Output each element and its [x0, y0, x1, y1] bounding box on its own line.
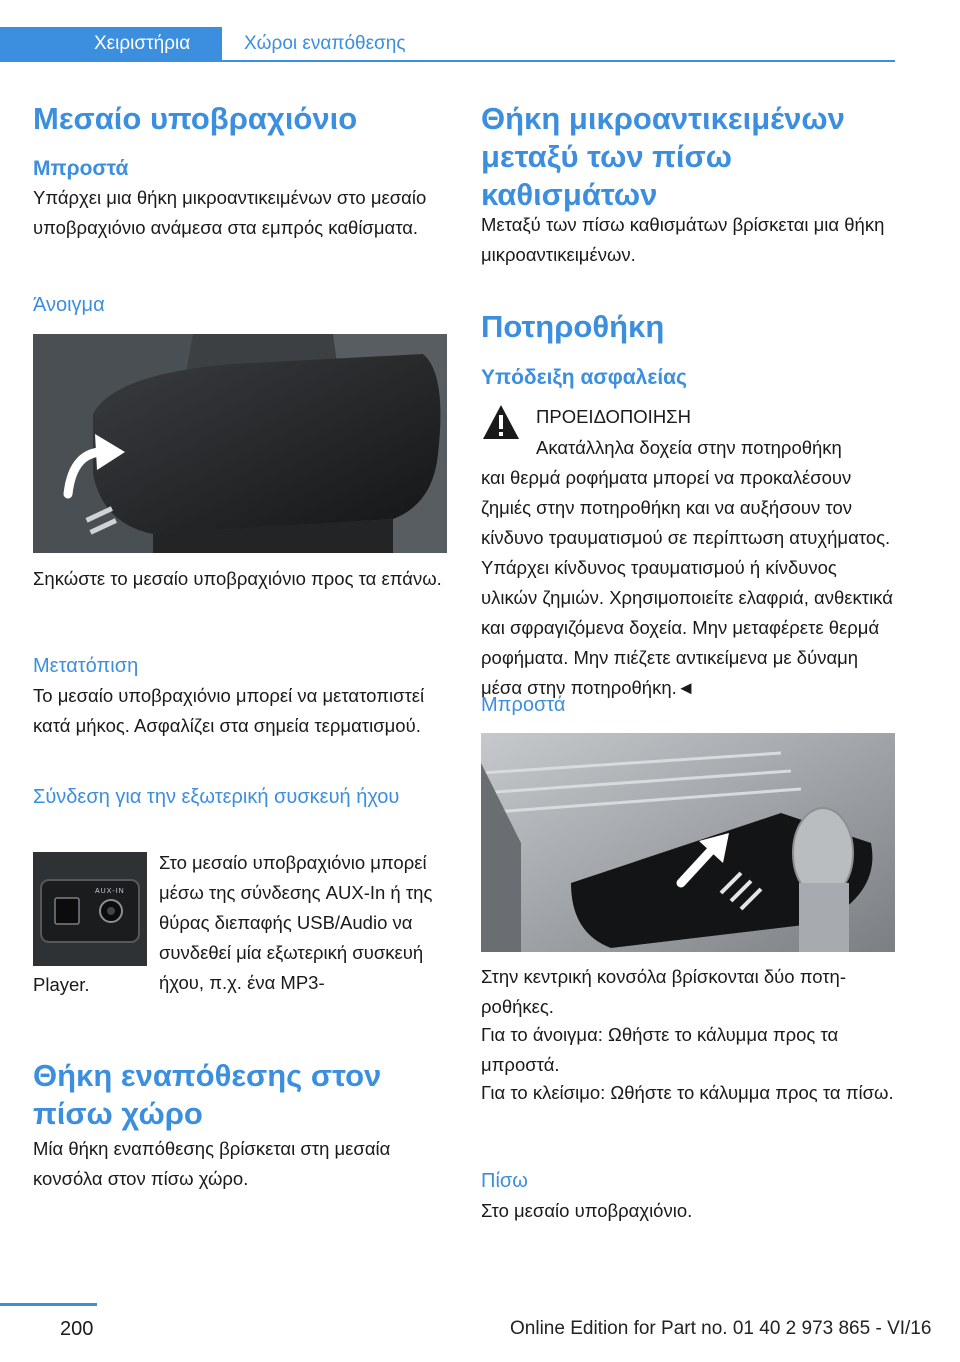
rear-seat-storage-title: Θήκη μικροαντικειμένων μεταξύ των πίσω καθισμάτων [481, 101, 845, 212]
safety-heading: Υπόδειξη ασφαλείας [481, 366, 687, 389]
armrest-illustration [33, 334, 447, 553]
front-text: Υπάρχει μια θήκη μικροαντικειμένων στο μεσαίο υποβραχιόνιο ανάμεσα στα εμπρός καθίσματα. [33, 187, 427, 238]
audio-heading: Σύνδεση για την εξωτερική συσκευή ήχου [33, 786, 400, 808]
aux-usb-photo [33, 852, 147, 966]
rear-heading: Πίσω [481, 1170, 528, 1192]
open-instruction: Για το άνοιγμα: Ωθήστε το κάλυμμα προς τα μπροστά. [481, 1024, 839, 1075]
audio-text-end: Player. [33, 974, 90, 995]
aux-label: AUX-IN [95, 888, 125, 895]
footer-divider [0, 1303, 97, 1306]
rear-storage-title: Θήκη εναπόθεσης στον πίσω χώρο [33, 1058, 382, 1131]
warning-icon [481, 403, 521, 441]
cupholder-photo [481, 733, 895, 952]
armrest-title: Μεσαίο υποβραχιόνιο [33, 101, 358, 136]
cupholder-front-heading: Μπροστά [481, 694, 566, 716]
warning-first-line: Ακατάλληλα δοχεία στην ποτηροθήκη [536, 437, 842, 458]
rear-storage-text: Μία θήκη εναπόθεσης βρίσκεται στη μεσαία κονσόλα στον πίσω χώρο. [33, 1138, 391, 1189]
move-heading: Μετατόπιση [33, 655, 139, 677]
warning-label: ΠΡΟΕΙΔΟΠΟΙΗΣΗ [536, 406, 691, 427]
front-heading: Μπροστά [33, 157, 129, 180]
move-text: Το μεσαίο υποβραχιόνιο μπορεί να μετατοπιστεί κατά μήκος. Ασφαλίζει στα σημεία τερματισμού. [33, 685, 425, 736]
cupholder-title: Ποτηροθήκη [481, 309, 665, 344]
page-header [0, 0, 895, 62]
close-instruction: Για το κλείσιμο: Ωθήστε το κάλυμμα προς τα πίσω. [481, 1082, 894, 1103]
warning-text: και θερμά ροφήματα μπορεί να προκαλέσουν ζημιές στην ποτηροθήκη και να αυξήσουν τον κίνδυνο τραυματισμού σε περίπτωση ατυχήματος. Υπάρχει κίνδυνος τραυματισμού ή κίνδυνος υλικών ζημιών. Χρησιμοποιείτε ελαφριά, ανθεκτικά και σφραγιζόμενα δοχεία. Μην μεταφέρετε θερμά ροφήματα. Μην πιέζετε αντικείμενα με δύναμη μέσα στην ποτηροθήκη.◄ [481, 467, 893, 698]
edition-note: Online Edition for Part no. 01 40 2 973 865 - VI/16 [510, 1318, 932, 1339]
header-tab-storage[interactable]: Χώροι εναπόθεσης [244, 33, 406, 54]
header-divider [0, 60, 895, 62]
rear-seat-storage-text: Μεταξύ των πίσω καθισμάτων βρίσκεται μια θήκη μικροαντικειμένων. [481, 214, 885, 265]
console-text: Στην κεντρική κονσόλα βρίσκονται δύο ποτηροθήκες. [481, 966, 847, 1017]
armrest-photo [33, 334, 447, 553]
header-tab-controls[interactable]: Χειριστήρια [0, 27, 222, 62]
aux-usb-illustration [33, 852, 147, 966]
opening-heading: Άνοιγμα [33, 294, 105, 316]
audio-text: Στο μεσαίο υποβραχιόνιο μπορεί μέσω της σύνδεσης AUX-In ή της θύρας διεπαφής USB/Audio να συνδεθεί μία εξωτερική συσκευή ήχου, π.χ. ένα MP3- [159, 852, 433, 993]
rear-text: Στο μεσαίο υποβραχιόνιο. [481, 1200, 693, 1221]
opening-text: Σηκώστε το μεσαίο υποβραχιόνιο προς τα επάνω. [33, 568, 442, 589]
cupholder-illustration [481, 733, 895, 952]
page-number: 200 [60, 1318, 94, 1340]
